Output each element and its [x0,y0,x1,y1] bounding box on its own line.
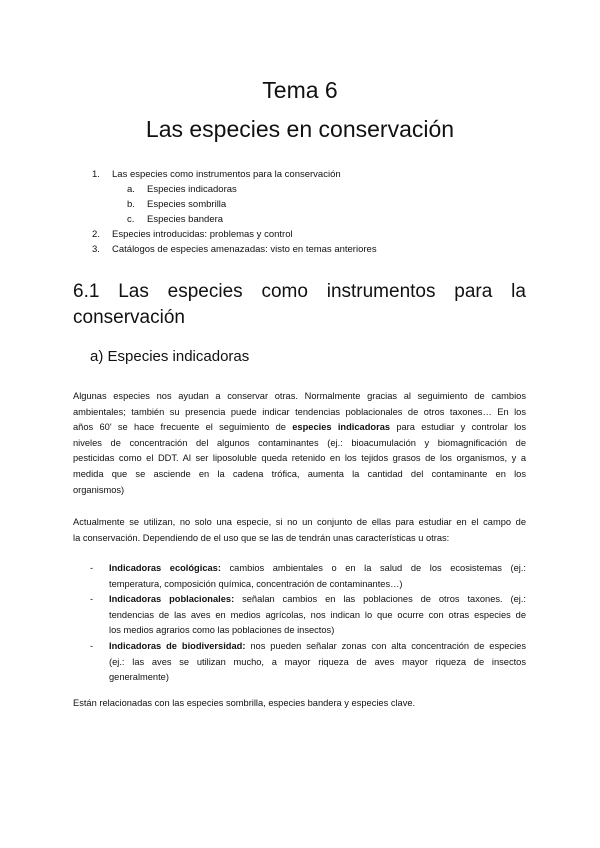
paragraph-line: niveles de concentración del algunos contaminantes (ej.: bioacumulación y biomagnificación de [73,437,526,448]
bullet-dash: - [90,594,94,604]
section-heading [73,279,526,331]
bullet-dash: - [90,641,94,651]
text-run: nos pueden señalar zonas con alta concentración de especies [245,641,526,651]
heading-word: la [511,281,526,302]
text-run: cambios ambientales o en la salud de los ecosistemas (ej.: [220,563,526,573]
heading-word: instrumentos [326,281,436,302]
toc-item-3 [92,242,377,257]
section-heading-line1 [73,279,526,305]
toc-number: a. [127,184,135,195]
paragraph-2 [73,515,526,546]
bold-term: especies indicadoras [292,422,391,433]
text-run: para estudiar y controlar los [390,422,526,433]
toc-item-1b [127,197,226,212]
bullet-line: (ej.: las aves se utilizan mucho, a mayor riqueza de aves mayor riqueza de insectos [109,656,526,667]
paragraph-line [73,420,526,436]
toc-number: 1. [92,169,100,180]
toc-text: Especies introducidas: problemas y control [112,229,293,240]
bullet-item-biodiversidad [90,639,526,686]
heading-word: especies [167,281,243,302]
subsection-heading: a) Especies indicadoras [90,348,250,365]
toc-text: Especies indicadoras [147,184,237,195]
paragraph-line: Algunas especies nos ayudan a conservar otras. Normalmente gracias al seguimiento de cambios [73,391,526,401]
bold-term: Indicadoras poblacionales: [109,594,235,604]
toc-item-1a [127,182,237,197]
toc-item-1 [92,167,341,182]
toc-text: Las especies como instrumentos para la conservación [112,169,341,180]
bullet-dash: - [90,563,94,573]
bold-term: Indicadoras ecológicas: [109,563,221,573]
text-run: señalan cambios en las poblaciones de otros taxones. (ej.: [234,594,527,604]
heading-word: para [454,281,493,302]
bullet-line [109,639,526,655]
paragraph-line: pesticidas como el DDT. Al ser liposoluble queda retenido en los tejidos grasos de los organismos, y a [73,453,526,464]
toc-item-1c [127,212,223,227]
page-title: Tema 6 [262,77,338,103]
heading-word: Las [118,281,149,302]
heading-word: como [261,281,308,302]
bullet-line: tendencias de las aves en medios agrícolas, nos indican lo que ocurre con otras especies de [109,609,526,620]
paragraph-line: organismos) [73,484,125,495]
bullet-line: generalmente) [109,672,169,683]
paragraph-1 [73,389,526,498]
paragraph-line: ambientales; también su presencia puede indicar tendencias poblacionales de otros taxones… En los [73,406,526,417]
bullet-item-ecologicas [90,561,526,592]
toc-text: Especies sombrilla [147,199,227,210]
toc-text: Catálogos de especies amenazadas: visto en temas anteriores [112,244,377,255]
page-subtitle: Las especies en conservación [145,116,455,142]
paragraph-line: medida que se asciende en la cadena trófica, aumenta la cantidad del contaminante en los [73,468,526,479]
toc-item-2 [92,227,293,242]
bold-term: Indicadoras de biodiversidad: [109,641,246,651]
text-run: años 60' se hace frecuente el seguimiento de [73,422,293,433]
toc-number: c. [127,214,135,225]
toc-number: 2. [92,229,100,240]
bullet-line [109,561,526,577]
paragraph-line: Actualmente se utilizan, no solo una especie, si no un conjunto de ellas para estudiar en el campo de [73,517,526,527]
bullet-line: temperatura, composición química, concentración de contaminantes…) [109,578,403,589]
section-heading-line2: conservación [73,307,185,328]
bullet-item-poblacionales [90,592,526,639]
bullet-line: los medios agrarios como las poblaciones de insectos) [109,625,335,636]
toc-number: b. [127,199,135,210]
bullet-line [109,592,526,608]
toc-number: 3. [92,244,100,255]
paragraph-line: Están relacionadas con las especies sombrilla, especies bandera y especies clave. [73,698,416,708]
heading-word: 6.1 [73,281,100,302]
paragraph-line: la conservación. Dependiendo de el uso que se las de tendrán unas características u otras: [73,532,450,543]
toc-text: Especies bandera [147,214,224,225]
paragraph-3 [73,696,526,712]
